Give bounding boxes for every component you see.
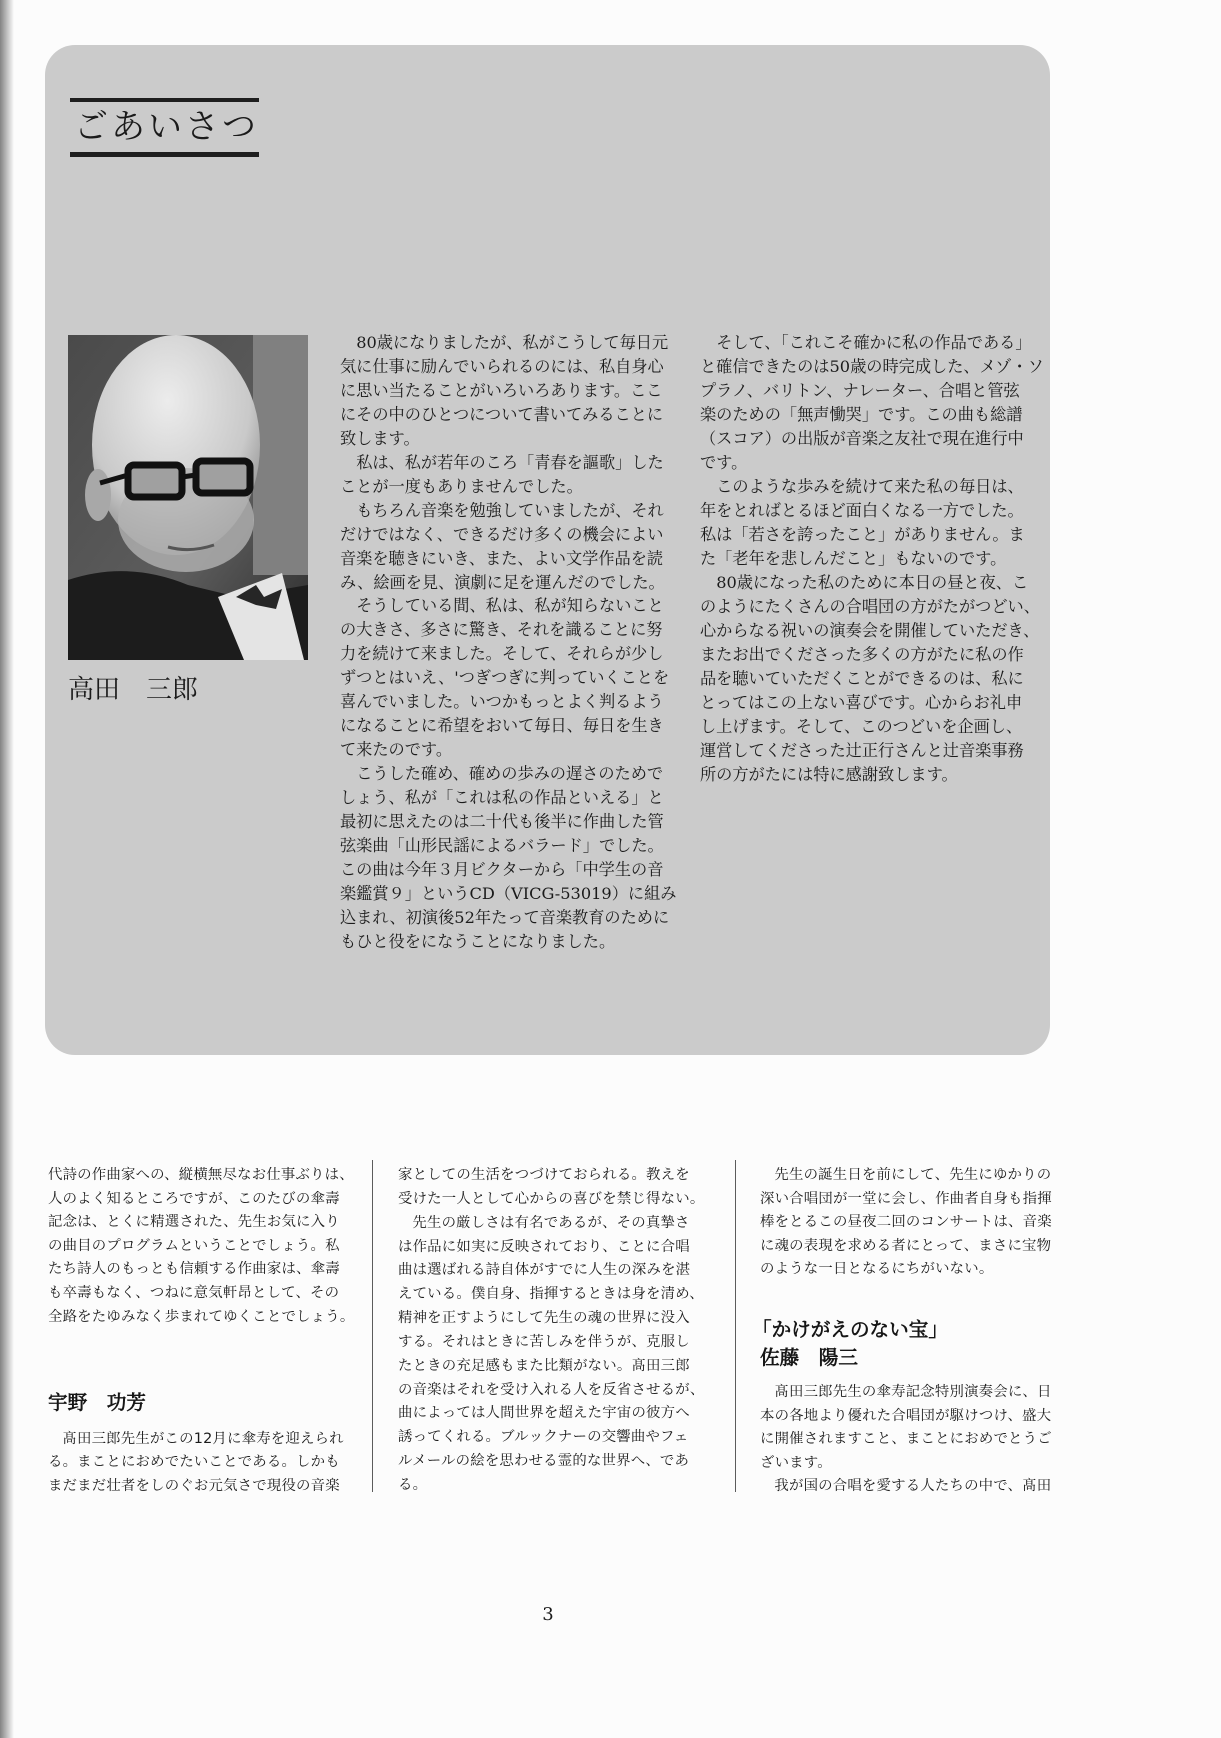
text-line: も卒壽もなく、つねに意気軒昂として、その xyxy=(48,1284,340,1301)
glasses-bridge xyxy=(182,475,196,477)
text-line: たち詩人のもっとも信頼する作曲家は、傘壽 xyxy=(48,1261,340,1278)
text-line: 喜んでいました。いつかもっとよく判るよう xyxy=(340,692,664,712)
greeting-column-right xyxy=(700,331,1045,787)
text-line: 最初に思えたのは二十代も後半に作曲した管 xyxy=(340,812,664,832)
text-line: 80歳になりましたが、私がこうして毎日元 xyxy=(356,333,669,352)
tribute-author-uno: 宇野 功芳 xyxy=(48,1391,146,1414)
text-line: 曲によっては人間世界を超えた宇宙の彼方へ xyxy=(398,1405,690,1422)
text-line: た「老年を悲しんだこと」もないのです。 xyxy=(700,549,1007,568)
text-line: そうしている間、私は、私が知らないこと xyxy=(356,596,664,616)
text-line: たときの充足感もまた比類がない。髙田三郎 xyxy=(398,1357,690,1374)
text-line: 記念は、とくに精選された、先生お気に入り xyxy=(48,1214,340,1231)
text-line: ルメールの絵を思わせる霊的な世界へ、であ xyxy=(398,1453,690,1470)
text-line: とってはこの上ない喜びです。心からお礼申 xyxy=(700,693,1023,712)
text-line: だけではなく、できるだけ多くの機会によい xyxy=(340,524,664,544)
text-line: （スコア）の出版が音楽之友社で現在進行中 xyxy=(700,429,1024,448)
tribute-column-b xyxy=(398,1164,710,1498)
text-line: もひと役をになうことになりました。 xyxy=(340,931,616,951)
text-line: 誘ってくれる。ブルックナーの交響曲やフェ xyxy=(398,1429,689,1446)
text-line: 年をとればとるほど面白くなる一方でした。 xyxy=(700,501,1024,520)
text-line: もちろん音楽を勉強していましたが、それ xyxy=(356,500,664,520)
text-line: にその中のひとつについて書いてみることに xyxy=(340,404,664,424)
text-line: て来たのです。 xyxy=(340,740,453,760)
text-line: しょう、私が「これは私の作品といえる」と xyxy=(340,788,664,808)
text-line: 深い合唱団が一堂に会し、作曲者自身も指揮 xyxy=(760,1190,1052,1207)
text-line: する。それはときに苦しみを伴うが、克服し xyxy=(398,1333,690,1350)
text-line: の曲目のプログラムということでしょう。私 xyxy=(48,1237,340,1254)
text-line: です。 xyxy=(700,453,748,472)
page-number: 3 xyxy=(542,1604,554,1625)
tribute-column-c-intro xyxy=(760,1164,1072,1282)
text-line: になることに希望をおいて毎日、毎日を生き xyxy=(340,716,664,736)
text-line: プラノ、バリトン、ナレーター、合唱と管弦 xyxy=(700,381,1020,400)
text-line: ざいます。 xyxy=(760,1454,832,1471)
tribute-heading-sato: 「かけがえのない宝」 xyxy=(752,1318,948,1341)
text-line: 先生の厳しさは有名であるが、その真摯さ xyxy=(412,1214,690,1231)
text-line: 私は、私が若年のころ「青春を謳歌」した xyxy=(356,452,664,472)
text-line: 楽のための「無声慟哭」です。この曲も総譜 xyxy=(700,405,1023,424)
text-line: 精神を正すようにして先生の魂の世界に没入 xyxy=(398,1310,690,1327)
tribute-column-a-intro xyxy=(48,1164,360,1329)
text-line: 家としての生活をつづけておられる。教えを xyxy=(398,1167,690,1183)
greeting-title: ごあいさつ xyxy=(70,98,259,157)
text-line: 代詩の作曲家への、縦横無尽なお仕事ぶりは、 xyxy=(48,1167,354,1183)
text-line: 品を聴いていただくことができるのは、私に xyxy=(700,669,1024,688)
column-divider xyxy=(735,1160,736,1492)
ear-shape xyxy=(85,469,111,521)
text-line: み、絵画を見、演劇に足を運んだのでした。 xyxy=(340,572,665,592)
text-line: し上げます。そして、このつどいを企画し、 xyxy=(700,717,1023,736)
text-line: 楽鑑賞９」というCD（VICG-53019）に組み xyxy=(340,883,677,903)
text-line: 私は「若さを誇ったこと」がありません。ま xyxy=(700,525,1025,544)
text-line: 力を続けて来ました。そして、それらが少し xyxy=(340,644,664,664)
scan-edge-shadow xyxy=(0,0,14,1738)
text-line: 所の方がたには特に感謝致します。 xyxy=(700,765,958,784)
text-line: またお出でくださった多くの方がたに私の作 xyxy=(700,645,1024,664)
text-line: に魂の表現を求める者にとって、まさに宝物 xyxy=(760,1237,1052,1254)
text-line: 全路をたゆみなく歩まれてゆくことでしょう。 xyxy=(48,1308,355,1325)
text-line: る。まことにおめでたいことである。しかも xyxy=(48,1454,340,1471)
column-divider xyxy=(372,1160,373,1492)
text-line: 80歳になった私のために本日の昼と夜、こ xyxy=(716,573,1029,592)
tribute-sato-body xyxy=(760,1381,1072,1499)
text-line: 人のよく知るところですが、このたびの傘壽 xyxy=(48,1190,340,1207)
text-line: この曲は今年３月ビクターから「中学生の音 xyxy=(340,859,664,879)
text-line: の音楽はそれを受け入れる人を反省させるが、 xyxy=(398,1381,705,1398)
text-line: ことが一度もありませんでした。 xyxy=(340,476,583,496)
text-line: に開催されますこと、まことにおめでとうご xyxy=(760,1431,1052,1447)
text-line: の大きさ、多さに驚き、それを識ることに努 xyxy=(340,620,663,640)
text-line: のような一日となるにちがいない。 xyxy=(760,1261,994,1278)
text-line: 運営してくださった辻正行さんと辻音楽事務 xyxy=(700,741,1024,760)
photo-background-light xyxy=(253,335,308,575)
text-line: 致します。 xyxy=(340,428,420,448)
text-line: 我が国の合唱を愛する人たちの中で、髙田 xyxy=(774,1478,1052,1494)
text-line: に思い当たることがいろいろあります。ここ xyxy=(340,380,663,400)
text-line: 髙田三郎先生がこの12月に傘寿を迎えられ xyxy=(62,1431,344,1447)
text-line: 先生の誕生日を前にして、先生にゆかりの xyxy=(774,1167,1052,1183)
portrait-photo xyxy=(68,335,308,660)
tribute-uno-body xyxy=(48,1428,360,1498)
greeting-column-left xyxy=(340,331,685,954)
glasses-right-lens xyxy=(196,461,250,493)
glasses-left-lens xyxy=(128,465,182,497)
text-line: 心からなる祝いの演奏会を開催していただき、 xyxy=(700,621,1040,640)
author-name-caption: 高田 三郎 xyxy=(68,675,199,705)
text-line: と確信できたのは50歳の時完成した、メゾ・ソ xyxy=(700,357,1044,376)
text-line: そして、「これこそ確かに私の作品である」 xyxy=(716,333,1032,352)
tribute-author-sato: 佐藤 陽三 xyxy=(760,1346,858,1369)
text-line: 音楽を聴きにいき、また、よい文学作品を読 xyxy=(340,548,664,568)
text-line: のようにたくさんの合唱団の方がたがつどい、 xyxy=(700,597,1040,616)
text-line: 受けた一人として心からの喜びを禁じ得ない。 xyxy=(398,1190,705,1207)
text-line: 髙田三郎先生の傘寿記念特別演奏会に、日 xyxy=(774,1384,1052,1400)
text-line: 弦楽曲「山形民謡によるバラード」でした。 xyxy=(340,836,664,856)
text-line: は作品に如実に反映されており、ことに合唱 xyxy=(398,1238,690,1255)
text-line: 棒をとるこの昼夜二回のコンサートは、音楽 xyxy=(760,1214,1052,1231)
text-line: 曲は選ばれる詩自体がすでに人生の深みを湛 xyxy=(398,1262,691,1279)
text-line: 本の各地より優れた合唱団が駆けつけ、盛大 xyxy=(760,1407,1052,1424)
text-line: えている。僕自身、指揮するときは身を清め、 xyxy=(398,1286,704,1303)
text-line: 気に仕事に励んでいられるのには、私自身心 xyxy=(340,356,664,376)
text-line: ずつとはいえ、'つぎつぎに判っていくことを xyxy=(340,668,670,688)
text-line: まだまだ壮者をしのぐお元気さで現役の音楽 xyxy=(48,1477,340,1494)
text-line: こうした確め、確めの歩みの遅さのためで xyxy=(356,764,664,784)
text-line: このような歩みを続けて来た私の毎日は、 xyxy=(716,477,1024,496)
text-line: る。 xyxy=(398,1476,428,1493)
text-line: 込まれ、初演後52年たって音楽教育のために xyxy=(340,907,670,927)
